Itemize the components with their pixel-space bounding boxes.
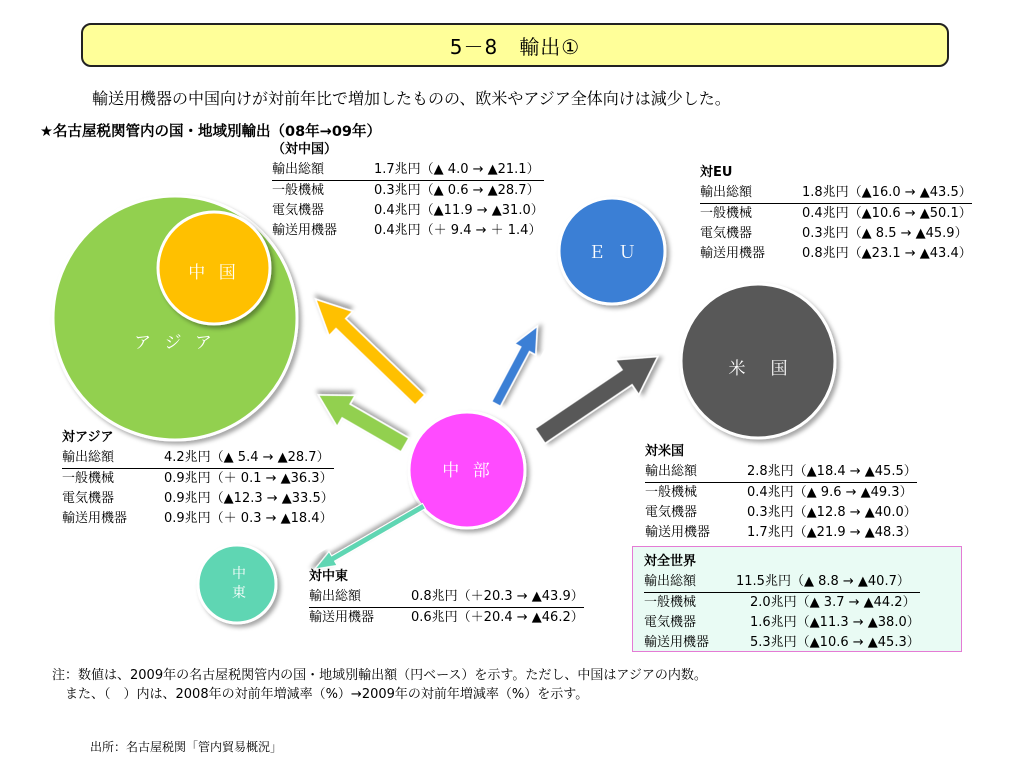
asia-block <box>62 428 334 529</box>
eu-row: 一般機械 0.4兆円（▲10.6 → ▲50.1） <box>700 206 972 221</box>
source-note: 出所：名古屋税関「管内貿易概況」 <box>90 740 283 754</box>
world-row: 輸出総額 11.5兆円（▲ 8.8 → ▲40.7） <box>644 572 920 593</box>
middle-east-row: 輸送用機器 0.6兆円（＋20.4 → ▲46.2） <box>309 610 584 625</box>
footnote-line-2: また、（ ）内は、2008年の対前年増減率（%）→2009年の対前年増減率（%）を示す。 <box>52 687 589 702</box>
asia-row: 輸送用機器 0.9兆円（＋ 0.3 → ▲18.4） <box>62 511 333 526</box>
middle-east-label-1: 中 <box>232 566 246 582</box>
middle-east-label-2: 東 <box>232 585 246 601</box>
middle-east-row: 輸出総額 0.8兆円（＋20.3 → ▲43.9） <box>309 587 584 608</box>
usa-block <box>645 442 917 543</box>
middle-east-heading: 対中東 <box>309 569 349 584</box>
usa-label: 米 国 <box>728 359 792 379</box>
china-row: 一般機械 0.3兆円（▲ 0.6 → ▲28.7） <box>272 183 540 198</box>
subtitle: 輸送用機器の中国向けが対前年比で増加したものの、欧米やアジア全体向けは減少した。 <box>92 89 731 108</box>
section-heading: ★名古屋税関管内の国・地域別輸出（08年→09年） <box>40 124 382 140</box>
eu-row: 輸出総額 1.8兆円（▲16.0 → ▲43.5） <box>700 183 972 204</box>
usa-row: 輸出総額 2.8兆円（▲18.4 → ▲45.5） <box>645 462 917 483</box>
usa-row: 一般機械 0.4兆円（▲ 9.6 → ▲49.3） <box>645 485 913 500</box>
footnote-line-1: 注：数値は、2009年の名古屋税関管内の国・地域別輸出額（円ベース）を示す。ただし、中国はアジアの内数。 <box>52 668 707 683</box>
eu-block <box>700 163 972 264</box>
china-block <box>272 140 544 241</box>
usa-row: 電気機器 0.3兆円（▲12.8 → ▲40.0） <box>645 505 917 520</box>
asia-row: 一般機械 0.9兆円（＋ 0.1 → ▲36.3） <box>62 471 333 486</box>
world-row: 一般機械 2.0兆円（▲ 3.7 → ▲44.2） <box>644 595 916 610</box>
china-row: 輸送用機器 0.4兆円（＋ 9.4 → ＋ 1.4） <box>272 223 542 238</box>
china-label: 中 国 <box>188 263 240 283</box>
arrow-to-usa <box>528 339 669 453</box>
eu-heading: 対EU <box>700 165 733 180</box>
asia-heading: 対アジア <box>62 430 114 445</box>
eu-row: 輸送用機器 0.8兆円（▲23.1 → ▲43.4） <box>700 246 972 261</box>
middle-east-circle <box>198 545 276 623</box>
footnote <box>52 666 707 704</box>
china-heading: （対中国） <box>272 142 338 157</box>
world-row: 電気機器 1.6兆円（▲11.3 → ▲38.0） <box>644 615 920 630</box>
asia-row: 輸出総額 4.2兆円（▲ 5.4 → ▲28.7） <box>62 448 334 469</box>
arrow-to-china <box>304 287 432 412</box>
china-row: 電気機器 0.4兆円（▲11.9 → ▲31.0） <box>272 203 544 218</box>
eu-row: 電気機器 0.3兆円（▲ 8.5 → ▲45.9） <box>700 226 968 241</box>
page-title: 5－8 輸出① <box>449 34 581 59</box>
world-row: 輸送用機器 5.3兆円（▲10.6 → ▲45.3） <box>644 635 920 650</box>
asia-row: 電気機器 0.9兆円（▲12.3 → ▲33.5） <box>62 491 334 506</box>
asia-label: ア ジ ア <box>134 333 216 353</box>
usa-heading: 対米国 <box>645 444 685 459</box>
world-block <box>644 552 920 653</box>
china-row: 輸出総額 1.7兆円（▲ 4.0 → ▲21.1） <box>272 160 544 181</box>
arrow-to-eu <box>485 321 548 410</box>
world-heading: 対全世界 <box>644 554 697 569</box>
usa-row: 輸送用機器 1.7兆円（▲21.9 → ▲48.3） <box>645 525 917 540</box>
middle-east-block <box>309 567 584 628</box>
eu-label: Ｅ Ｕ <box>588 243 640 263</box>
chubu-label: 中 部 <box>442 461 494 481</box>
